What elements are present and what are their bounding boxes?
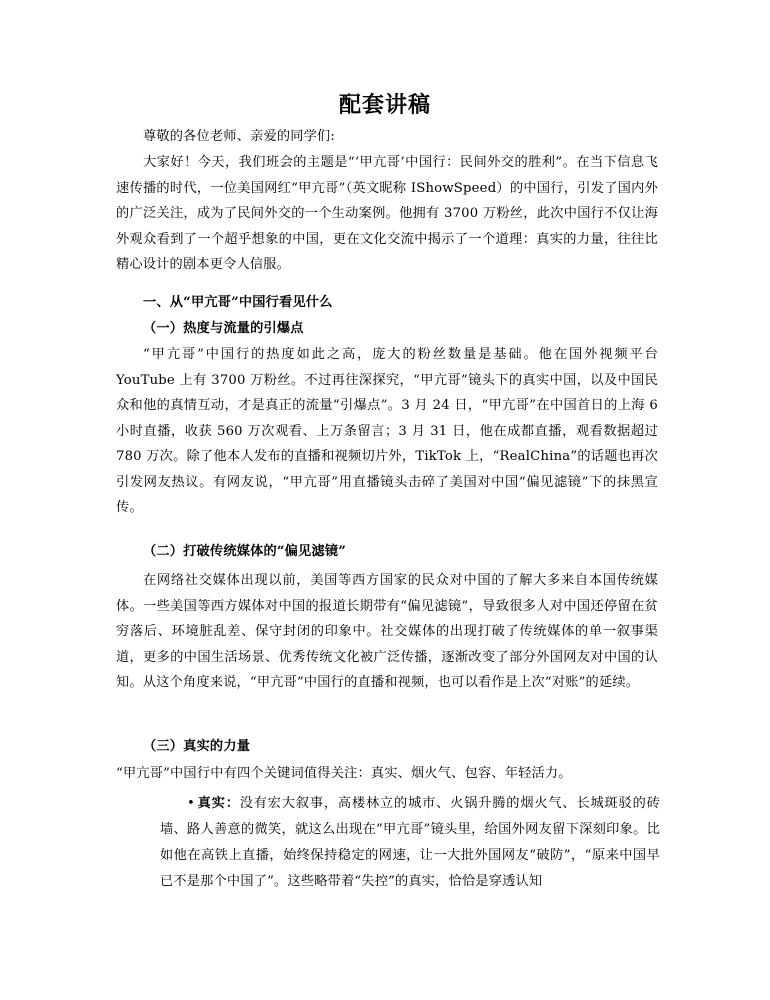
subsection-1-text: “甲亢哥”中国行的热度如此之高，庞大的粉丝数量是基础。他在国外视频平台 YouTube 上有 3700 万粉丝。不过再往深探究，“甲亢哥”镜头下的真实中国，以及中国民众和他的真情互动，才是真正的流量“引爆点”。3 月 24 日，“甲亢哥”在中国首日的上海 6 小时直播，收获 560 万次观看、上万条留言；3 月 31 日，他在成都直播，观看数据超过 780 万次。除了他本人发布的直播和视频切片外，TikTok 上，“RealChina”的话题也再次引发网友热议。有网友说，“甲亢哥”用直播镜头击碎了美国对中国“偏见滤镜”下的抹黑宣传。 [116, 347, 658, 515]
greeting: 尊敬的各位老师、亲爱的同学们: [143, 129, 336, 144]
intro-paragraph: 大家好！今天，我们班会的主题是“‘甲亢哥’中国行：民间外交的胜利”。在当下信息飞速传播的时代，一位美国网红“甲亢哥”（英文昵称 IShowSpeed）的中国行，引发了国内外的广泛关注，成为了民间外交的一个生动案例。他拥有 3700 万粉丝，此次中国行不仅让海外观众看到了一个超乎想象的中国，更在文化交流中揭示了一个道理：真实的力量，往往比精心设计的剧本更令人信服。 [116, 155, 658, 272]
bullet-dot-icon: • [187, 796, 195, 811]
bullet-text: 没有宏大叙事，高楼林立的城市、火锅升腾的烟火气、长城斑驳的砖墙、路人善意的微笑，就这么出现在“甲亢哥”镜头里，给国外网友留下深刻印象。比如他在高铁上直播，始终保持稳定的网速，让一大批外国网友“破防”，“原来中国早已不是那个中国了”。这些略带着“失控”的真实，恰恰是穿透认知 [160, 796, 660, 889]
section-1-heading: 一、从“甲亢哥”中国行看见什么 [143, 295, 333, 310]
bullet-label: 真实： [196, 796, 240, 811]
subsection-1-heading: （一）热度与流量的引爆点 [143, 321, 304, 336]
subsection-2-text: 在网络社交媒体出现以前，美国等西方国家的民众对中国的了解大多来自本国传统媒体。一些美国等西方媒体对中国的报道长期带有“偏见滤镜”，导致很多人对中国还停留在贫穷落后、环境脏乱差、保守封闭的印象中。社交媒体的出现打破了传统媒体的单一叙事渠道，更多的中国生活场景、优秀传统文化被广泛传播，逐渐改变了部分外国网友对中国的认知。从这个角度来说，“甲亢哥”中国行的直播和视频，也可以看作是上次“对账”的延续。 [116, 573, 658, 690]
subsection-3-text: “甲亢哥”中国行中有四个关键词值得关注：真实、烟火气、包容、年轻活力。 [116, 766, 572, 781]
page-title: 配套讲稿 [338, 92, 431, 118]
bullet-item-real [160, 791, 660, 895]
subsection-2-heading: （二）打破传统媒体的“偏见滤镜” [143, 544, 346, 559]
subsection-3-heading: （三）真实的力量 [143, 739, 251, 754]
